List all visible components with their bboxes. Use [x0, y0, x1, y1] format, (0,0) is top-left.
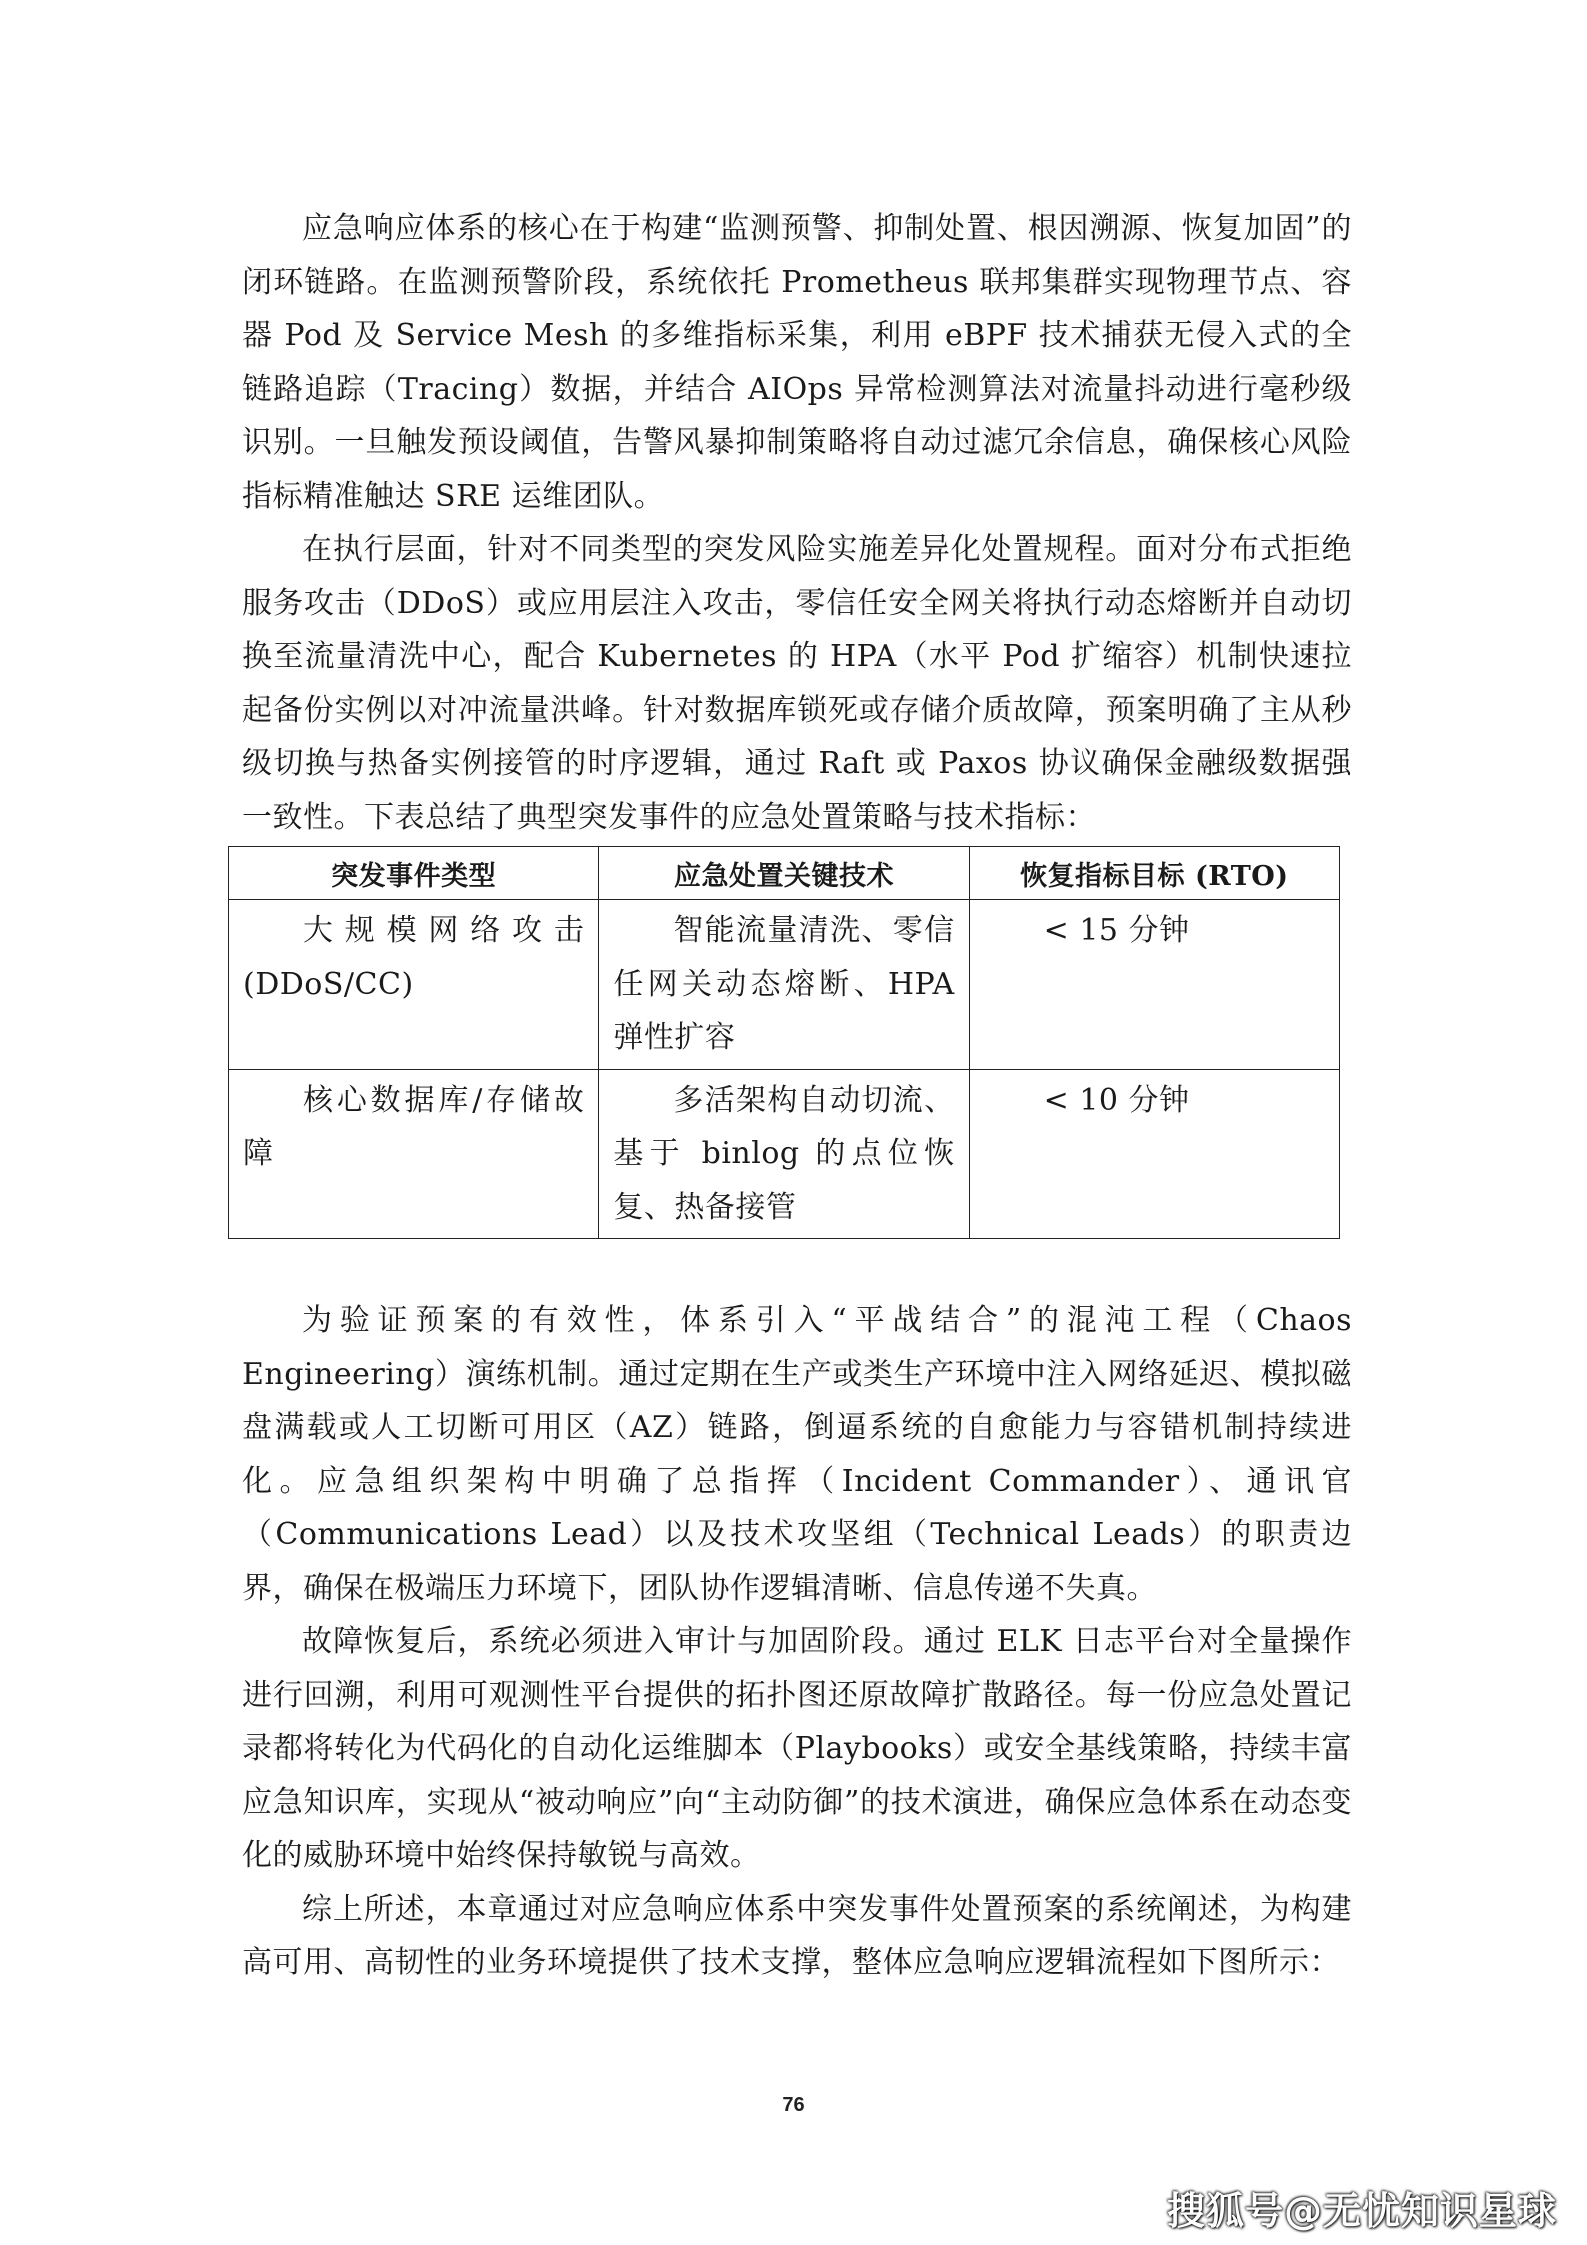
table-header-cell: 突发事件类型: [229, 847, 599, 900]
page-number: 76: [782, 2094, 805, 2116]
post-table-section: [242, 1294, 1352, 1990]
table-cell-event-type: 大规模网络攻击(DDoS/CC): [229, 900, 599, 1070]
emergency-strategy-table: [228, 846, 1340, 1239]
paragraph-chaos-engineering: 为验证预案的有效性，体系引入“平战结合”的混沌工程（Chaos Engineering）演练机制。通过定期在生产或类生产环境中注入网络延迟、模拟磁盘满载或人工切断可用区（AZ）链路，倒逼系统的自愈能力与容错机制持续进化。应急组织架构中明确了总指挥（Incident Commander）、通讯官（Communications Lead）以及技术攻坚组（Technical Leads）的职责边界，确保在极端压力环境下，团队协作逻辑清晰、信息传递不失真。: [242, 1303, 1352, 1606]
table-cell-rto: < 15 分钟: [969, 900, 1339, 1070]
table-header-row: [229, 847, 1340, 900]
table-header-cell: 恢复指标目标 (RTO): [969, 847, 1339, 900]
paragraph-recovery-audit: 故障恢复后，系统必须进入审计与加固阶段。通过 ELK 日志平台对全量操作进行回溯，利用可观测性平台提供的拓扑图还原故障扩散路径。每一份应急处置记录都将转化为代码化的自动化运维脚本（Playbooks）或安全基线策略，持续丰富应急知识库，实现从“被动响应”向“主动防御”的技术演进，确保应急体系在动态变化的威胁环境中始终保持敏锐与高效。: [242, 1624, 1352, 1873]
page-content: [242, 202, 1352, 1990]
table-header-cell: 应急处置关键技术: [599, 847, 969, 900]
paragraph-execution: 在执行层面，针对不同类型的突发风险实施差异化处置规程。面对分布式拒绝服务攻击（DDoS）或应用层注入攻击，零信任安全网关将执行动态熔断并自动切换至流量清洗中心，配合 Kubernetes 的 HPA（水平 Pod 扩缩容）机制快速拉起备份实例以对冲流量洪峰。针对数据库锁死或存储介质故障，预案明确了主从秒级切换与热备实例接管的时序逻辑，通过 Raft 或 Paxos 协议确保金融级数据强一致性。下表总结了典型突发事件的应急处置策略与技术指标：: [242, 532, 1352, 835]
table-row: [229, 900, 1340, 1070]
table-cell-technology: 智能流量清洗、零信任网关动态熔断、HPA 弹性扩容: [599, 900, 969, 1070]
paragraph-summary: 综上所述，本章通过对应急响应体系中突发事件处置预案的系统阐述，为构建高可用、高韧性的业务环境提供了技术支撑，整体应急响应逻辑流程如下图所示：: [242, 1891, 1352, 1980]
table-cell-rto: < 10 分钟: [969, 1069, 1339, 1239]
table-row: [229, 1069, 1340, 1239]
paragraph-closed-loop: 应急响应体系的核心在于构建“监测预警、抑制处置、根因溯源、恢复加固”的闭环链路。在监测预警阶段，系统依托 Prometheus 联邦集群实现物理节点、容器 Pod 及 Service Mesh 的多维指标采集，利用 eBPF 技术捕获无侵入式的全链路追踪（Tracing）数据，并结合 AIOps 异常检测算法对流量抖动进行毫秒级识别。一旦触发预设阈值，告警风暴抑制策略将自动过滤冗余信息，确保核心风险指标精准触达 SRE 运维团队。: [242, 211, 1352, 514]
watermark: 搜狐号@无忧知识星球: [1166, 2189, 1557, 2233]
table-cell-technology: 多活架构自动切流、基于 binlog 的点位恢复、热备接管: [599, 1069, 969, 1239]
table-cell-event-type: 核心数据库/存储故障: [229, 1069, 599, 1239]
